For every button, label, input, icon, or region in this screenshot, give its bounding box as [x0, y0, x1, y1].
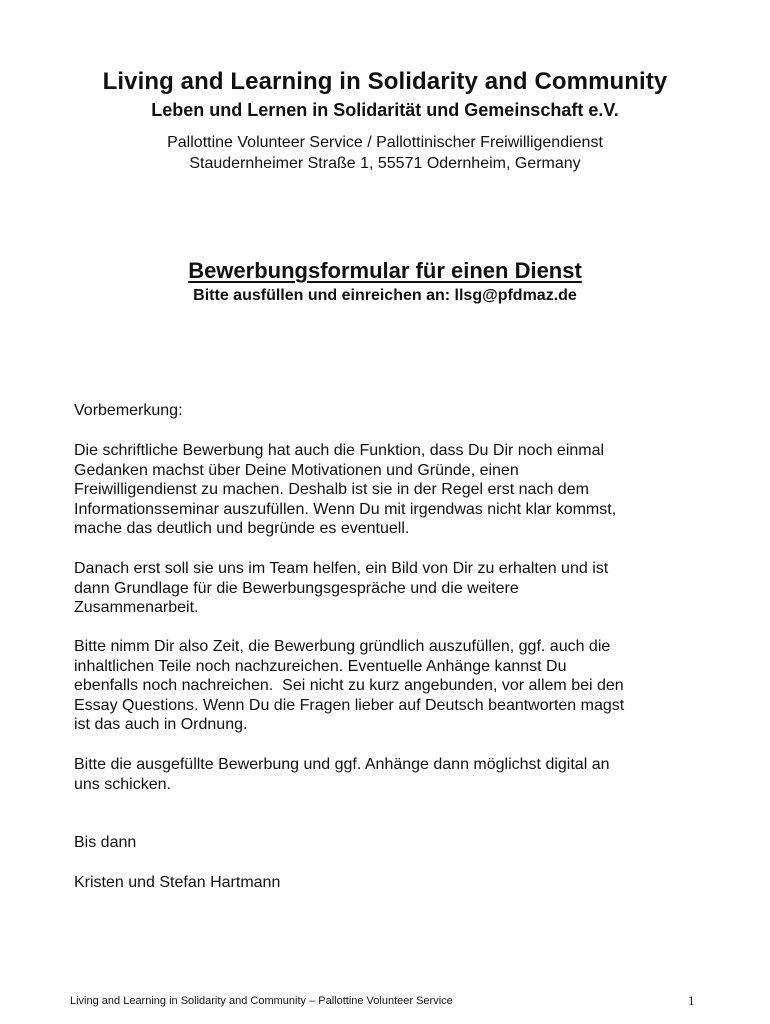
paragraph-line: inhaltlichen Teile noch nachzureichen. Eventuelle Anhänge kannst Du — [74, 657, 567, 675]
paragraph-line: Bitte die ausgefüllte Bewerbung und ggf. Anhänge dann möglichst digital an — [74, 756, 610, 773]
signature-text: Kristen und Stefan Hartmann — [74, 874, 281, 891]
paragraph-1 — [74, 441, 714, 539]
paragraph-line: Zusammenarbeit. — [74, 599, 199, 617]
paragraph-line: Freiwilligendienst zu machen. Deshalb ist sie in der Regel erst nach dem — [74, 481, 589, 499]
paragraph-line: Die schriftliche Bewerbung hat auch die Funktion, dass Du Dir noch einmal — [74, 442, 605, 459]
paragraph-line: Gedanken machst über Deine Motivationen und Gründe, einen — [74, 461, 519, 479]
intro-label: Vorbemerkung: — [74, 402, 183, 419]
paragraph-2 — [74, 559, 714, 618]
paragraph-line: Informationsseminar auszufüllen. Wenn Du mit irgendwas nicht klar kommst, — [74, 500, 617, 518]
paragraph-4 — [74, 755, 714, 794]
paragraph-line: Essay Questions. Wenn Du die Fragen lieber auf Deutsch beantworten magst — [74, 696, 625, 714]
service-name: Pallottine Volunteer Service / Pallottinischer Freiwilligendienst — [167, 134, 603, 151]
paragraph-line: mache das deutlich und begründe es eventuell. — [74, 520, 410, 538]
paragraph-line: ebenfalls noch nachreichen. Sei nicht zu kurz angebunden, vor allem bei den — [74, 677, 624, 695]
form-instruction: Bitte ausfüllen und einreichen an: llsg@pfdmaz.de — [193, 287, 577, 304]
paragraph-line: Danach erst soll sie uns im Team helfen, ein Bild von Dir zu erhalten und ist — [74, 560, 609, 577]
paragraph-line: Bitte nimm Dir also Zeit, die Bewerbung gründlich auszufüllen, ggf. auch die — [74, 638, 611, 655]
form-title: Bewerbungsformular für einen Dienst — [188, 258, 582, 283]
closing-text: Bis dann — [74, 834, 137, 851]
footer-text: Living and Learning in Solidarity and Community – Pallottine Volunteer Service — [70, 995, 453, 1007]
paragraph-line: ist das auch in Ordnung. — [74, 716, 248, 734]
page-number: 1 — [688, 993, 695, 1008]
organization-subtitle: Leben und Lernen in Solidarität und Gemeinschaft e.V. — [151, 100, 619, 120]
organization-title: Living and Learning in Solidarity and Community — [102, 68, 668, 95]
paragraph-line: uns schicken. — [74, 775, 171, 793]
paragraph-3 — [74, 637, 714, 735]
paragraph-line: dann Grundlage für die Bewerbungsgespräche und die weitere — [74, 579, 519, 597]
organization-address: Staudernheimer Straße 1, 55571 Odernheim, Germany — [189, 155, 581, 172]
